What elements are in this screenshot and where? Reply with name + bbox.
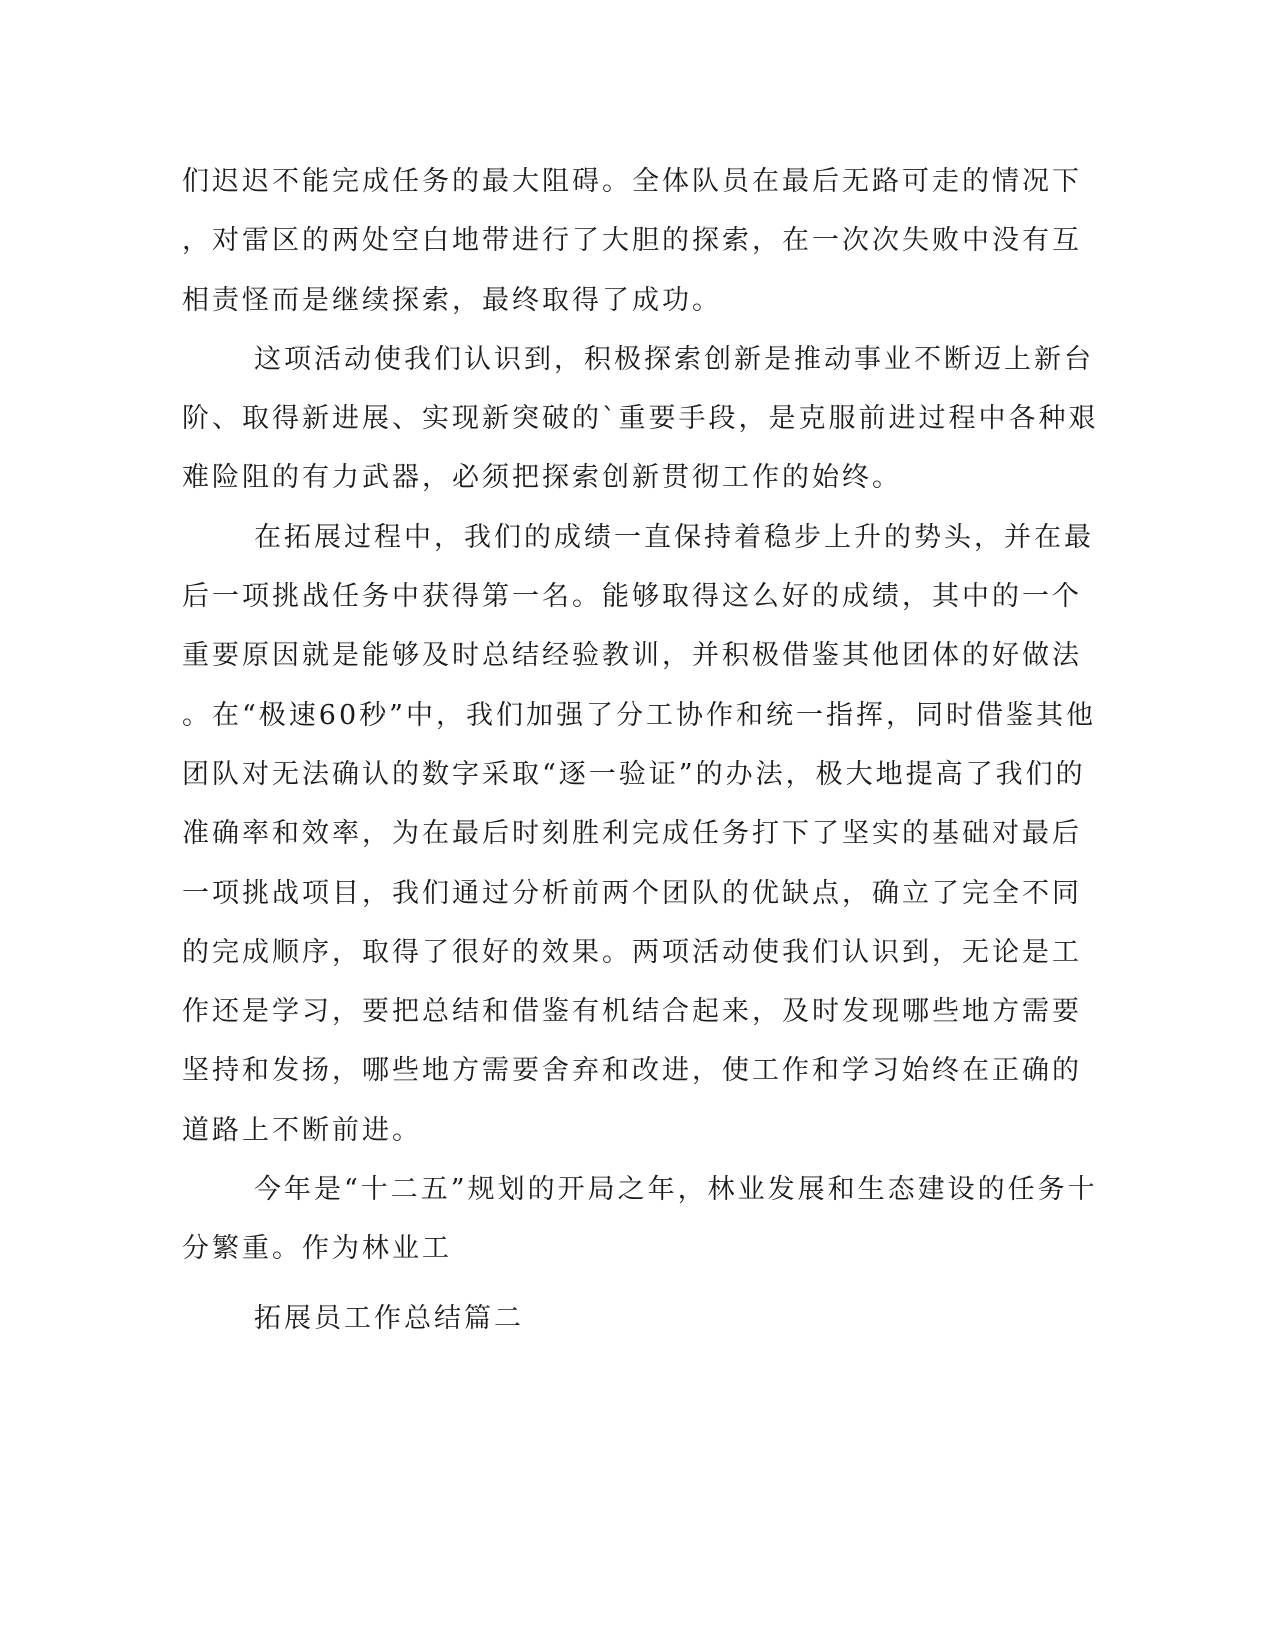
section-heading-text: 拓展员工作总结篇二 bbox=[254, 1302, 524, 1334]
text-line: 的完成顺序，取得了很好的效果。两项活动使我们认识到，无论是工 bbox=[182, 936, 1082, 968]
text-line: 后一项挑战任务中获得第一名。能够取得这么好的成绩，其中的一个 bbox=[182, 581, 1082, 613]
text-line: 坚持和发扬，哪些地方需要舍弃和改进，使工作和学习始终在正确的 bbox=[182, 1055, 1082, 1087]
text-line: 难险阻的有力武器，必须把探索创新贯彻工作的始终。 bbox=[182, 462, 902, 494]
paragraph bbox=[182, 330, 1099, 508]
text-line: 在拓展过程中，我们的成绩一直保持着稳步上升的势头，并在最 bbox=[254, 521, 1094, 553]
paragraph bbox=[182, 152, 1082, 330]
text-line: 。在“极速60秒”中，我们加强了分工协作和统一指挥，同时借鉴其他 bbox=[182, 699, 1096, 731]
text-line: 团队对无法确认的数字采取“逐一验证”的办法，极大地提高了我们的 bbox=[182, 758, 1086, 790]
text-line: 分繁重。作为林业工 bbox=[182, 1233, 452, 1265]
text-line: 准确率和效率，为在最后时刻胜利完成任务打下了坚实的基础对最后 bbox=[182, 818, 1082, 850]
paragraph bbox=[182, 1160, 1098, 1279]
text-line: 重要原因就是能够及时总结经验教训，并积极借鉴其他团体的好做法 bbox=[182, 640, 1082, 672]
paragraph bbox=[182, 508, 1096, 1160]
text-line: 这项活动使我们认识到，积极探索创新是推动事业不断迈上新台 bbox=[254, 343, 1094, 375]
document-body bbox=[182, 152, 1099, 1348]
text-line: 相责怪而是继续探索，最终取得了成功。 bbox=[182, 284, 722, 316]
text-line: 今年是“十二五”规划的开局之年，林业发展和生态建设的任务十 bbox=[254, 1174, 1098, 1206]
text-line: ，对雷区的两处空白地带进行了大胆的探索，在一次次失败中没有互 bbox=[182, 225, 1082, 257]
section-heading bbox=[182, 1289, 1032, 1348]
text-line: 阶、取得新进展、实现新突破的`重要手段，是克服前进过程中各种艰 bbox=[182, 403, 1099, 435]
text-line: 们迟迟不能完成任务的最大阻碍。全体队员在最后无路可走的情况下 bbox=[182, 166, 1082, 197]
text-line: 道路上不断前进。 bbox=[182, 1114, 422, 1146]
text-line: 作还是学习，要把总结和借鉴有机结合起来，及时发现哪些地方需要 bbox=[182, 996, 1082, 1028]
text-line: 一项挑战项目，我们通过分析前两个团队的优缺点，确立了完全不同 bbox=[182, 877, 1082, 909]
